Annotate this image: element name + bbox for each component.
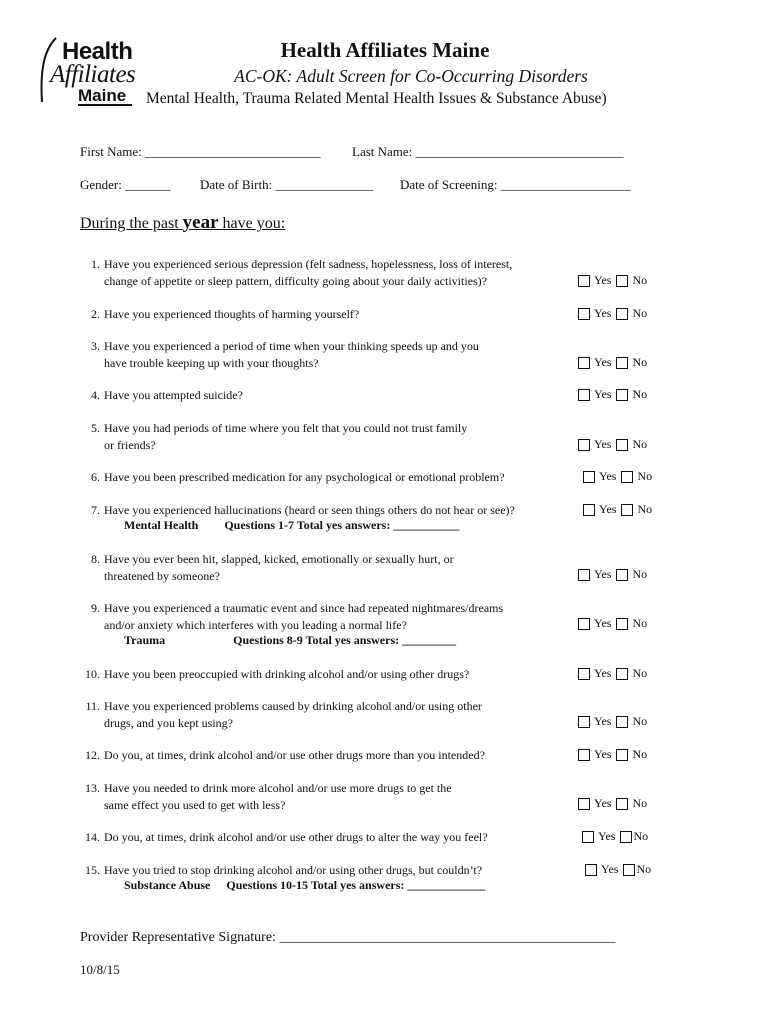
section-heading: During the past year have you: — [80, 212, 286, 233]
document-title: Health Affiliates Maine — [280, 38, 490, 62]
question-4: 4. Have you attempted suicide? — [91, 388, 243, 402]
answer-q10: Yes No — [578, 666, 647, 681]
no-checkbox[interactable] — [616, 439, 628, 451]
substance-abuse-summary: Substance Abuse Questions 10-15 Total yes answers: _____________ — [124, 878, 486, 892]
answer-q8: Yes No — [578, 567, 647, 582]
no-checkbox[interactable] — [616, 798, 628, 810]
trauma-summary: Trauma Questions 8-9 Total yes answers: _________ — [124, 633, 457, 647]
question-15: 15. Have you tried to stop drinking alcohol and/or using other drugs, but couldn’t? — [85, 863, 483, 877]
answer-q7: Yes No — [583, 502, 652, 517]
answer-q13: Yes No — [578, 796, 647, 811]
answer-q9: Yes No — [578, 616, 647, 631]
answer-q11: Yes No — [578, 714, 647, 729]
no-checkbox[interactable] — [616, 618, 628, 630]
answer-q14: Yes No — [582, 829, 648, 844]
no-checkbox[interactable] — [620, 831, 632, 843]
no-checkbox[interactable] — [616, 389, 628, 401]
answer-q2: Yes No — [578, 306, 647, 321]
yes-checkbox[interactable] — [578, 716, 590, 728]
answer-q5: Yes No — [578, 437, 647, 452]
yes-checkbox[interactable] — [578, 569, 590, 581]
answer-q1: Yes No — [578, 273, 647, 288]
logo-word-maine: Maine — [78, 86, 127, 105]
yes-checkbox[interactable] — [583, 504, 595, 516]
yes-checkbox[interactable] — [578, 439, 590, 451]
logo-word-health: Health — [62, 38, 133, 65]
answer-q15: Yes No — [585, 862, 651, 877]
logo-word-affiliates: Affiliates — [50, 61, 136, 88]
no-checkbox[interactable] — [621, 471, 633, 483]
no-checkbox[interactable] — [616, 716, 628, 728]
yes-checkbox[interactable] — [578, 308, 590, 320]
answer-q6: Yes No — [583, 469, 652, 484]
date-of-screening-field[interactable]: Date of Screening: ____________________ — [400, 177, 631, 192]
yes-checkbox[interactable] — [578, 668, 590, 680]
no-checkbox[interactable] — [623, 864, 635, 876]
document-subtitle: AC-OK: Adult Screen for Co-Occurring Disorders — [234, 66, 588, 86]
no-checkbox[interactable] — [616, 275, 628, 287]
answer-q4: Yes No — [578, 387, 647, 402]
answer-q12: Yes No — [578, 747, 647, 762]
provider-signature-field[interactable]: Provider Representative Signature: ________________________________________________ — [80, 930, 616, 945]
question-11: 11. Have you experienced problems caused by drinking alcohol and/or using other drugs, and you kept using? — [85, 699, 482, 730]
question-3: 3. Have you experienced a period of time when your thinking speeds up and you have trouble keeping up with your thoughts? — [91, 339, 479, 370]
yes-checkbox[interactable] — [578, 275, 590, 287]
no-checkbox[interactable] — [616, 749, 628, 761]
yes-checkbox[interactable] — [578, 389, 590, 401]
yes-checkbox[interactable] — [578, 618, 590, 630]
yes-checkbox[interactable] — [585, 864, 597, 876]
document-scope: Mental Health, Trauma Related Mental Health Issues & Substance Abuse) — [146, 90, 607, 107]
mental-health-summary: Mental Health Questions 1-7 Total yes answers: ___________ — [124, 518, 460, 532]
answer-q3: Yes No — [578, 355, 647, 370]
gender-field[interactable]: Gender: _______ — [80, 177, 171, 192]
question-13: 13. Have you needed to drink more alcohol and/or use more drugs to get the same effect you used to get with less? — [85, 781, 452, 812]
question-9: 9. Have you experienced a traumatic event and since had repeated nightmares/dreams and/or anxiety which interferes with you leading a normal life? — [91, 601, 504, 632]
yes-checkbox[interactable] — [578, 798, 590, 810]
question-12: 12. Do you, at times, drink alcohol and/or use other drugs more than you intended? — [85, 748, 485, 762]
no-checkbox[interactable] — [616, 668, 628, 680]
question-8: 8. Have you ever been hit, slapped, kicked, emotionally or sexually hurt, or threatened by someone? — [91, 552, 454, 583]
no-checkbox[interactable] — [616, 308, 628, 320]
last-name-field[interactable]: Last Name: ________________________________ — [352, 144, 624, 159]
first-name-field[interactable]: First Name: ___________________________ — [80, 144, 321, 159]
no-checkbox[interactable] — [616, 357, 628, 369]
no-checkbox[interactable] — [621, 504, 633, 516]
yes-checkbox[interactable] — [583, 471, 595, 483]
no-checkbox[interactable] — [616, 569, 628, 581]
date-of-birth-field[interactable]: Date of Birth: _______________ — [200, 177, 373, 192]
question-2: 2. Have you experienced thoughts of harming yourself? — [91, 307, 360, 321]
form-revision-date: 10/8/15 — [80, 962, 120, 977]
question-6: 6. Have you been prescribed medication for any psychological or emotional problem? — [91, 470, 505, 484]
question-1: 1. Have you experienced serious depression (felt sadness, hopelessness, loss of interest, change of appetite or sleep pattern, difficulty going about your daily activities)? — [91, 257, 513, 288]
yes-checkbox[interactable] — [578, 749, 590, 761]
yes-checkbox[interactable] — [582, 831, 594, 843]
question-14: 14. Do you, at times, drink alcohol and/or use other drugs to alter the way you feel? — [85, 830, 488, 844]
question-5: 5. Have you had periods of time where you felt that you could not trust family or friends? — [91, 421, 468, 452]
question-7: 7. Have you experienced hallucinations (heard or seen things others do not hear or see)? — [91, 503, 515, 517]
question-10: 10. Have you been preoccupied with drinking alcohol and/or using other drugs? — [85, 667, 470, 681]
yes-checkbox[interactable] — [578, 357, 590, 369]
